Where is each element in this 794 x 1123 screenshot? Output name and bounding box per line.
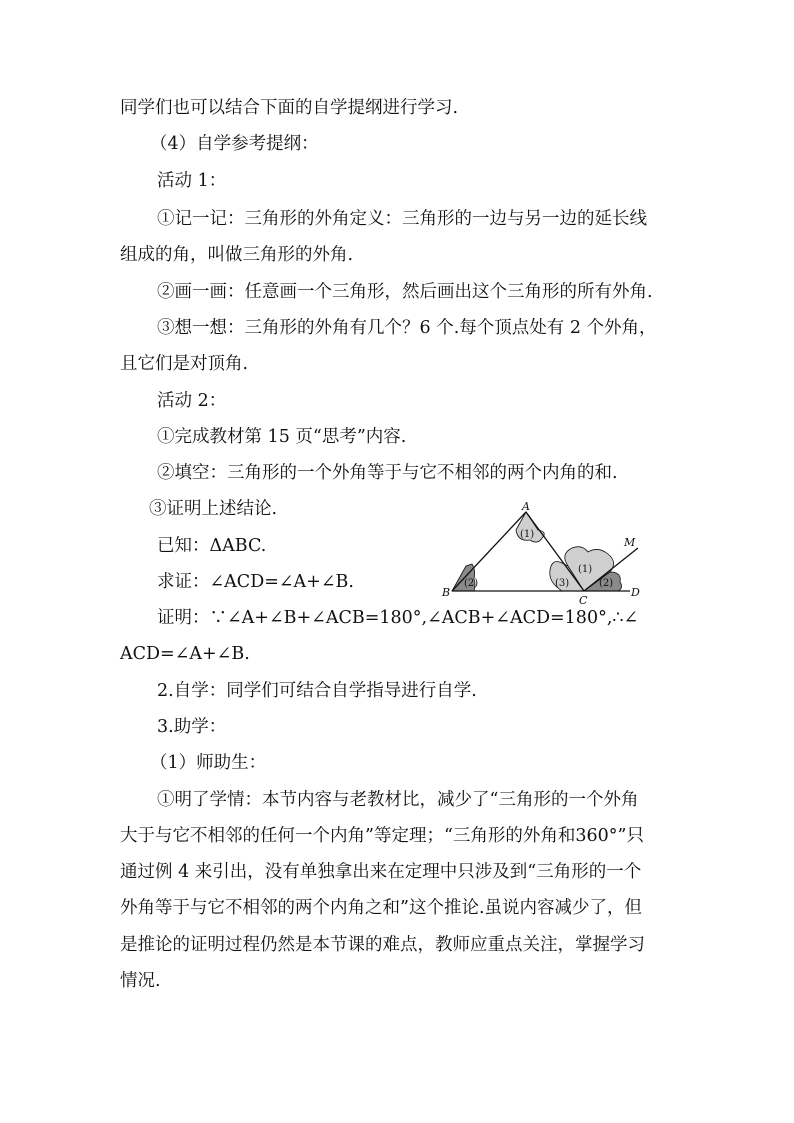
angle-label-c1: (1) [578, 564, 593, 575]
text-line-2: （4）自学参考提纲： [150, 134, 319, 154]
text-line-16: ACD=∠A+∠B. [120, 644, 250, 664]
vertex-label-b: B [442, 586, 451, 599]
text-line-22: 通过例 4 来引出，没有单独拿出来在定理中只涉及到“三角形的一个 [120, 862, 642, 882]
text-line-14: 求证：∠ACD=∠A+∠B. [157, 572, 354, 592]
text-line-21: 大于与它不相邻的任何一个内角”等定理；“三角形的外角和360°”只 [120, 826, 644, 846]
text-line-13: 已知：ΔABC. [157, 536, 267, 556]
vertex-label-a: A [522, 500, 530, 513]
text-line-24: 是推论的证明过程仍然是本节课的难点，教师应重点关注，掌握学习 [120, 935, 645, 955]
text-line-7: ③想一想：三角形的外角有几个？6 个.每个顶点处有 2 个外角， [157, 318, 657, 338]
angle-label-a1: (1) [520, 529, 535, 540]
text-line-25: 情况. [120, 971, 161, 991]
text-line-10: ①完成教材第 15 页“思考”内容. [157, 427, 407, 447]
text-line-17: 2.自学：同学们可结合自学指导进行自学. [157, 681, 477, 701]
vertex-label-m: M [624, 536, 636, 549]
angle-label-c3: (3) [555, 578, 570, 589]
text-line-15: 证明：∵∠A+∠B+∠ACB=180°,∠ACB+∠ACD=180°,∴∠ [157, 608, 639, 628]
text-line-3: 活动 1： [157, 171, 227, 191]
text-line-23: 外角等于与它不相邻的两个内角之和”这个推论.虽说内容减少了，但 [120, 898, 643, 918]
text-line-6: ②画一画：任意画一个三角形，然后画出这个三角形的所有外角. [157, 282, 653, 302]
text-line-11: ②填空：三角形的一个外角等于与它不相邻的两个内角的和. [157, 463, 618, 483]
angle-label-c2: (2) [599, 578, 614, 589]
text-line-20: ①明了学情：本节内容与老教材比，减少了“三角形的一个外角 [157, 790, 639, 810]
angle-label-b2: (2) [464, 578, 479, 589]
text-line-4: ①记一记：三角形的外角定义：三角形的一边与另一边的延长线 [157, 209, 647, 229]
text-line-9: 活动 2： [157, 391, 227, 411]
triangle-exterior-angle-figure [438, 500, 648, 604]
text-line-12: ③证明上述结论. [149, 499, 278, 519]
vertex-label-c: C [579, 594, 588, 604]
vertex-label-d: D [631, 586, 640, 599]
text-line-18: 3.助学： [157, 717, 227, 737]
text-line-1: 同学们也可以结合下面的自学提纲进行学习. [120, 98, 459, 118]
text-line-8: 且它们是对顶角. [120, 354, 249, 374]
text-line-5: 组成的角，叫做三角形的外角. [120, 245, 354, 265]
text-line-19: （1）师助生： [150, 753, 267, 773]
